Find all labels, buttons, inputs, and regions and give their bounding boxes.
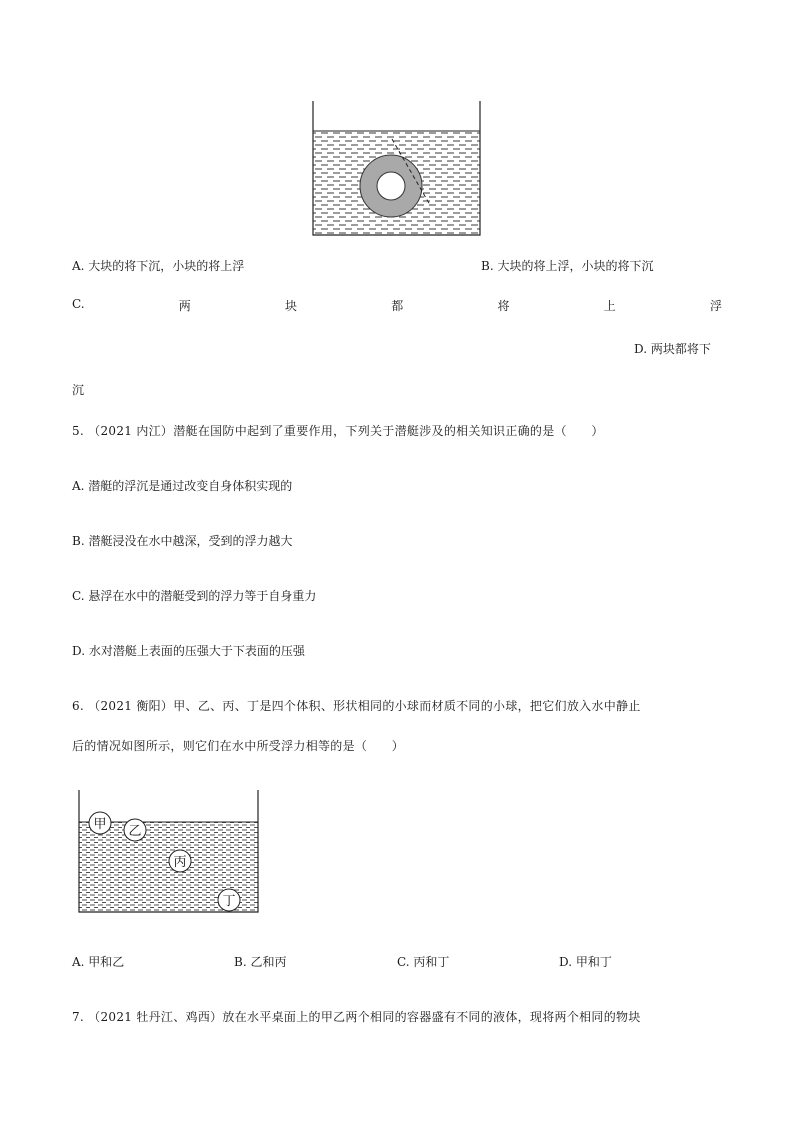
q6-option-a: A. 甲和乙 [72, 955, 125, 969]
q4-option-c-part: 将 [497, 299, 510, 313]
q5-option-b: B. 潜艇浸没在水中越深，受到的浮力越大 [72, 534, 293, 548]
q6-stem-line2: 后的情况如图所示，则它们在水中所受浮力相等的是（ ） [72, 739, 405, 753]
ball-ding [218, 889, 240, 911]
ball-bing-label: 丙 [173, 855, 187, 870]
q4-option-c [72, 297, 722, 314]
ball-yi-label: 乙 [128, 824, 142, 839]
q6-option-d: D. 甲和丁 [559, 955, 612, 969]
ball-ding-label: 丁 [222, 894, 236, 909]
q5-option-a: A. 潜艇的浮沉是通过改变自身体积实现的 [72, 479, 293, 493]
q4-option-d: D. 两块都将下 [634, 342, 711, 356]
q7-stem: 7. （2021 牡丹江、鸡西）放在水平桌面上的甲乙两个相同的容器盛有不同的液体，现将两个相同的物块 [72, 1010, 641, 1024]
ball-jia [89, 812, 111, 834]
q4-option-b: B. 大块的将上浮，小块的将下沉 [481, 259, 654, 273]
q6-option-b: B. 乙和丙 [234, 955, 287, 969]
q4-option-c-part: 都 [391, 299, 404, 313]
q4-option-c-part: C. [72, 297, 85, 311]
q6-stem-line1: 6. （2021 衡阳）甲、乙、丙、丁是四个体积、形状相同的小球而材质不同的小球，把它们放入水中静止 [72, 699, 641, 713]
q4-option-c-part: 上 [603, 299, 616, 313]
q5-option-d: D. 水对潜艇上表面的压强大于下表面的压强 [72, 644, 305, 658]
ball-bing [169, 850, 191, 872]
q6-option-c: C. 丙和丁 [397, 955, 450, 969]
ball-jia-label: 甲 [93, 817, 107, 832]
four-balls-figure [74, 788, 266, 916]
q4-option-c-part: 两 [178, 299, 191, 313]
q4-option-a: A. 大块的将下沉，小块的将上浮 [72, 259, 245, 273]
ring-in-water-figure [308, 98, 486, 240]
q5-option-c: C. 悬浮在水中的潜艇受到的浮力等于自身重力 [72, 589, 317, 603]
q4-option-c-part: 浮 [709, 299, 722, 313]
q4-option-c-part: 块 [285, 299, 298, 313]
q4-option-d-continued: 沉 [72, 383, 85, 397]
ball-yi [124, 819, 146, 841]
q5-stem: 5. （2021 内江）潜艇在国防中起到了重要作用，下列关于潜艇涉及的相关知识正确的是（ ） [72, 424, 604, 438]
